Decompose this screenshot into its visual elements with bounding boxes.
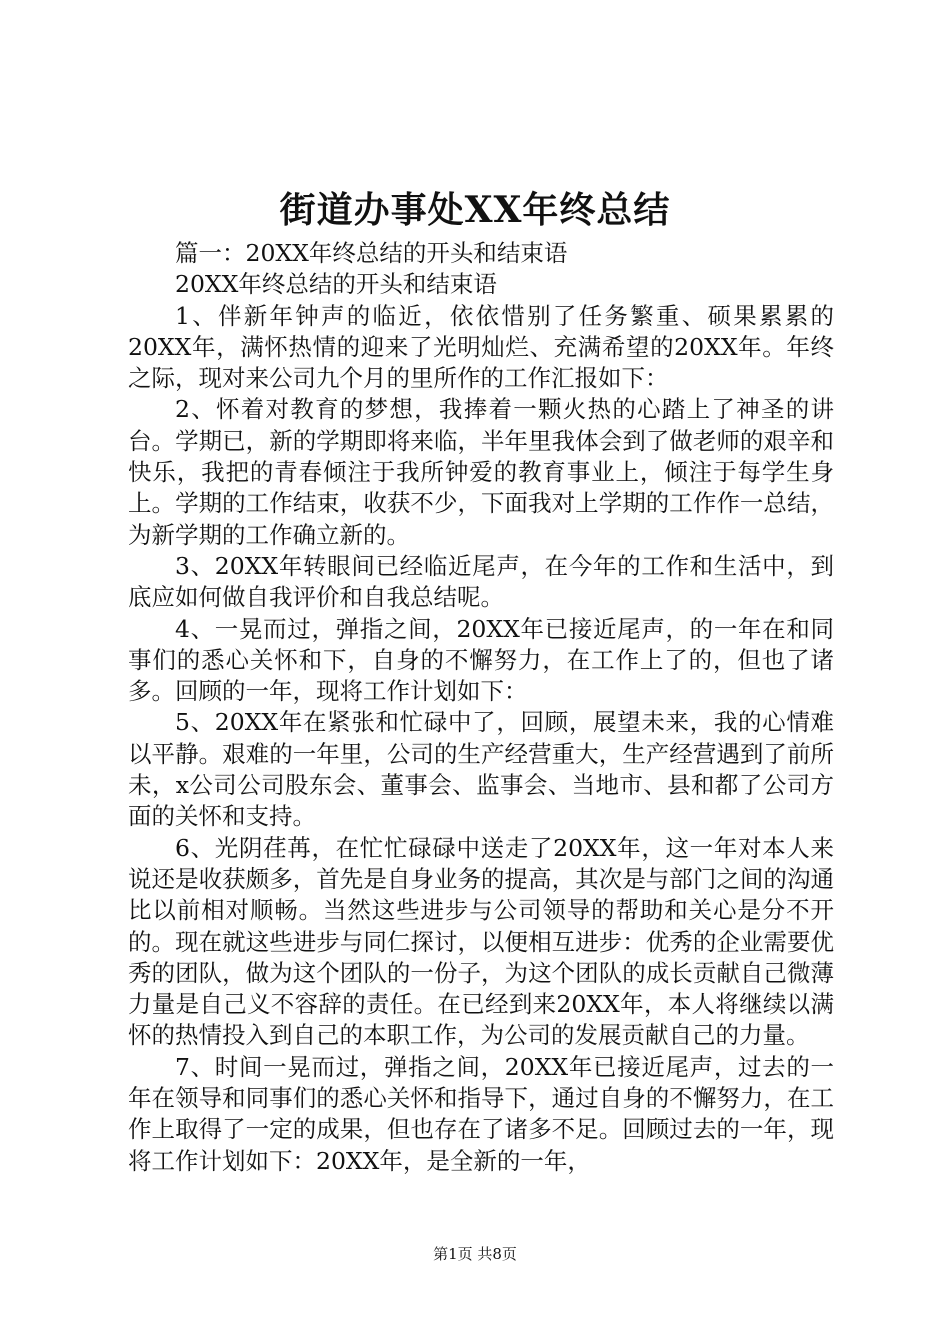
paragraph-4: 4、一晃而过，弹指之间，20XX年已接近尾声，的一年在和同事们的悉心关怀和下，自身的不懈努力，在工作上了的，但也了诸多。回顾的一年，现将工作计划如下：: [128, 614, 834, 706]
paragraph-subheading: 20XX年终总结的开头和结束语: [175, 270, 497, 299]
paragraph-2: 2、怀着对教育的梦想，我捧着一颗火热的心踏上了神圣的讲台。学期已，新的学期即将来临，半年里我体会到了做老师的艰辛和快乐，我把的青春倾注于我所钟爱的教育事业上，倾注于每学生身上。学期的工作结束，收获不少，下面我对上学期的工作作一总结，为新学期的工作确立新的。: [128, 395, 834, 549]
paragraph-heading-part1: 篇一：20XX年终总结的开头和结束语: [175, 239, 568, 267]
page-number-footer: 第1页 共8页: [433, 1245, 517, 1263]
paragraph-7: 7、时间一晃而过，弹指之间，20XX年已接近尾声，过去的一年在领导和同事们的悉心关怀和指导下，通过自身的不懈努力，在工作上取得了一定的成果，但也存在了诸多不足。回顾过去的一年，现将工作计划如下：20XX年，是全新的一年，: [128, 1052, 834, 1175]
paragraph-5: 5、20XX年在紧张和忙碌中了，回顾，展望未来，我的心情难以平静。艰难的一年里，公司的生产经营重大，生产经营遇到了前所未，x公司公司股东会、董事会、监事会、当地市、县和都了公司方面的关怀和支持。: [128, 708, 834, 831]
paragraph-1: 1、伴新年钟声的临近，依依惜别了任务繁重、硕果累累的20XX年，满怀热情的迎来了光明灿烂、充满希望的20XX年。年终之际，现对来公司九个月的里所作的工作汇报如下：: [128, 301, 834, 393]
document-title: 街道办事处XX年终总结: [279, 189, 671, 231]
paragraph-3: 3、20XX年转眼间已经临近尾声，在今年的工作和生活中，到底应如何做自我评价和自我总结呢。: [128, 551, 834, 612]
document-body: [128, 238, 834, 1177]
paragraph-6: 6、光阴荏苒，在忙忙碌碌中送走了20XX年，这一年对本人来说还是收获颇多，首先是自身业务的提高，其次是与部门之间的沟通比以前相对顺畅。当然这些进步与公司领导的帮助和关心是分不开的。现在就这些进步与同仁探讨，以便相互进步：优秀的企业需要优秀的团队，做为这个团队的一份子，为这个团队的成长贡献自己微薄力量是自己义不容辞的责任。在已经到来20XX年，本人将继续以满怀的热情投入到自己的本职工作，为公司的发展贡献自己的力量。: [128, 833, 834, 1050]
